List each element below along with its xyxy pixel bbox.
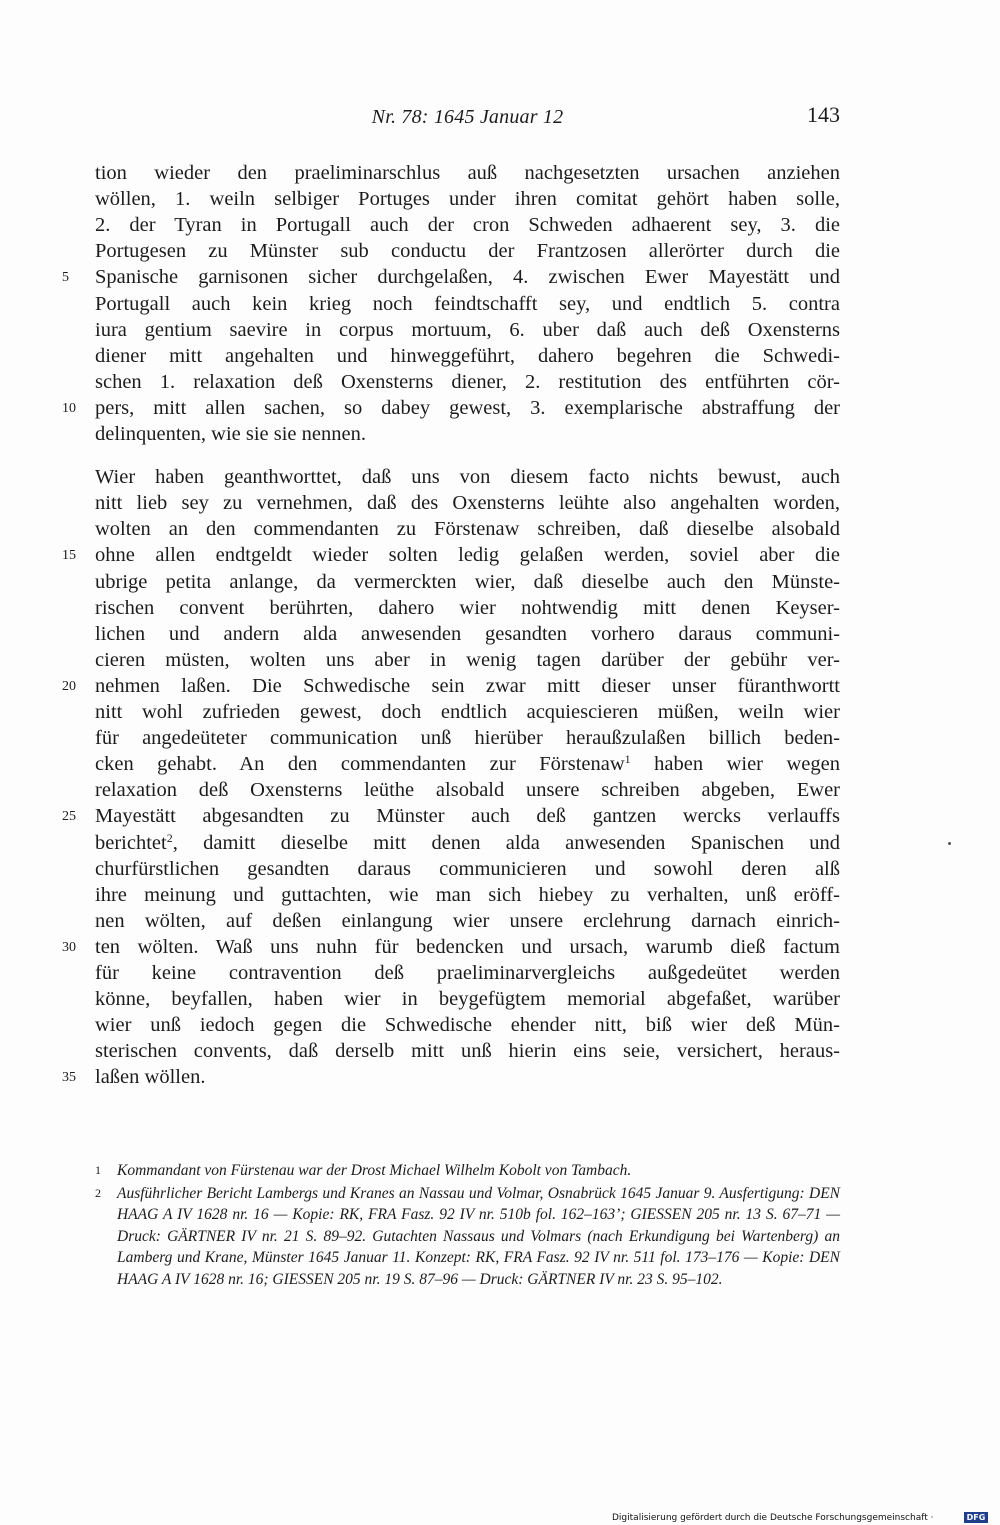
- line-text: ubrige petita anlange, da vermerckten wier, daß dieselbe auch den Münste-: [95, 570, 840, 593]
- line-text: cken gehabt. An den commendanten zur Förstenaw: [95, 753, 625, 776]
- page-header: [95, 100, 840, 134]
- scan-speck: [948, 842, 951, 845]
- footnote-mark: 1: [95, 1163, 101, 1177]
- text-line: [95, 569, 840, 595]
- text-line: [95, 882, 840, 908]
- line-text: Portugall auch kein krieg noch feindtschafft sey, und endtlich 5. contra: [95, 292, 840, 315]
- text-line: [95, 516, 840, 542]
- footnote-reference: 1: [624, 752, 631, 767]
- line-text: lichen und andern alda anwesenden gesandten vorhero daraus communi-: [95, 622, 840, 645]
- text-line: [95, 699, 840, 725]
- line-text: könne, beyfallen, haben wier in beygefügtem memorial abgefaßet, warüber: [95, 988, 840, 1011]
- line-text: relaxation deß Oxensterns leüthe alsobald unsere schreiben abgeben, Ewer: [95, 779, 840, 802]
- text-line: [95, 830, 840, 856]
- footnote-reference: 2: [166, 830, 173, 845]
- text-line: [95, 186, 840, 212]
- text-line: [95, 212, 840, 238]
- line-text: cieren müsten, wolten uns aber in wenig tagen darüber der gebühr ver-: [95, 648, 840, 671]
- line-text-continued: haben wier wegen: [630, 753, 840, 776]
- line-text: tion wieder den praeliminarschlus auß nachgesetzten ursachen anziehen: [95, 162, 840, 184]
- line-number: 30: [62, 939, 76, 955]
- text-line: [95, 542, 840, 568]
- line-text: diener mitt angehalten und hinweggeführt, dahero begehren die Schwedi-: [95, 344, 840, 367]
- text-line: [95, 960, 840, 986]
- line-text: schen 1. relaxation deß Oxensterns diener, 2. restitution des entführten cör-: [95, 370, 840, 393]
- line-text: laßen wöllen.: [95, 1066, 206, 1089]
- line-text: nitt lieb sey zu vernehmen, daß des Oxensterns leühte also angehalten worden,: [95, 492, 840, 515]
- line-text: Wier haben geanthworttet, daß uns von diesem facto nichts bewust, auch: [95, 466, 840, 489]
- line-text: iura gentium saevire in corpus mortuum, 6. uber daß auch deß Oxensterns: [95, 318, 840, 341]
- line-text: delinquenten, wie sie sie nennen.: [95, 423, 366, 445]
- line-text: nen wölten, auf deßen einlangung wier unsere erclehrung darnach einrich-: [95, 909, 840, 932]
- line-text: pers, mitt allen sachen, so dabey gewest, 3. exemplarische abstraffung der: [95, 396, 840, 419]
- text-line: [95, 421, 840, 447]
- text-line: [95, 986, 840, 1012]
- line-text: Spanische garnisonen sicher durchgelaßen, 4. zwischen Ewer Mayestätt und: [95, 266, 840, 289]
- footnote-1: [95, 1160, 840, 1182]
- running-head: Nr. 78: 1645 Januar 12: [371, 106, 564, 128]
- text-line: [95, 673, 840, 699]
- text-line: [95, 343, 840, 369]
- text-line: [95, 777, 840, 803]
- footnote-text: Ausführlicher Bericht Lambergs und Kranes an Nassau und Volmar, Osnabrück 1645 Januar 9. Ausfertigung: DEN HAAG A IV 1628 nr. 16 — Kopie: RK, FRA Fasz. 92 IV nr. 510b fol. 162–163’; GIESSEN 205 nr. 13 S. 67–71 — Druck: GÄRTNER IV nr. 21 S. 89–92. Gutachten Nassaus und Volmars (nach Erkundigung bei Wartenberg) an Lamberg und Krane, Münster 1645 Januar 11. Konzept: RK, FRA Fasz. 92 IV nr. 511 fol. 173–176 — Kopie: DEN HAAG A IV 1628 nr. 16; GIESSEN 205 nr. 19 S. 87–96 — Druck: GÄRTNER IV nr. 23 S. 95–102.: [117, 1184, 840, 1288]
- text-line: [95, 621, 840, 647]
- line-number: 5: [62, 270, 69, 286]
- text-line: [95, 464, 840, 490]
- text-line: [95, 908, 840, 934]
- line-text: Mayestätt abgesandten zu Münster auch deß gantzen wercks verlauffs: [95, 805, 840, 828]
- line-text: wier unß iedoch gegen die Schwedische ehender nitt, biß wier deß Mün-: [95, 1014, 840, 1037]
- text-line: [95, 725, 840, 751]
- line-text: wöllen, 1. weiln selbiger Portuges under ihren comitat gehört haben solle,: [95, 188, 840, 211]
- line-text: churfürstlichen gesandten daraus communicieren und sowohl deren alß: [95, 857, 840, 880]
- text-line: [95, 595, 840, 621]
- line-text: nitt wohl zufrieden gewest, doch endtlich acquiescieren müßen, weiln wier: [95, 701, 840, 723]
- line-text: Portugesen zu Münster sub conductu der Frantzosen allerörter durch die: [95, 240, 840, 263]
- line-text: ohne allen endtgeldt wieder solten ledig gelaßen werden, soviel aber die: [95, 544, 840, 567]
- line-text-continued: , damitt dieselbe mitt denen alda anwesenden Spanischen und: [172, 831, 840, 854]
- footnote-2: [95, 1183, 840, 1291]
- line-text: für angedeüteter communication unß hierüber heraußzulaßen billich beden-: [95, 727, 840, 750]
- text-line: [95, 395, 840, 421]
- line-number: 25: [62, 809, 76, 825]
- text-line: [95, 490, 840, 516]
- text-line: [95, 1038, 840, 1064]
- dfg-logo: DFG: [964, 1512, 988, 1523]
- text-line: [95, 1012, 840, 1038]
- line-number: 15: [62, 548, 76, 564]
- text-line: [95, 856, 840, 882]
- footnotes: [95, 1160, 840, 1290]
- line-text: rischen convent berührten, dahero wier nohtwendig mitt denen Keyser-: [95, 596, 840, 619]
- text-line: [95, 160, 840, 186]
- text-line: [95, 238, 840, 264]
- text-line: [95, 751, 840, 777]
- text-line: [95, 291, 840, 317]
- page-number: 143: [807, 102, 840, 127]
- line-text: berichtet: [95, 831, 167, 854]
- text-line: [95, 369, 840, 395]
- footnote-text: Kommandant von Fürstenau war der Drost Michael Wilhelm Kobolt von Tambach.: [117, 1162, 632, 1179]
- digitization-credit: Digitalisierung gefördert durch die Deutsche Forschungsgemeinschaft ·: [612, 1513, 934, 1523]
- line-text: ihre meinung und guttachten, wie man sich hiebey zu verhalten, unß eröff-: [95, 883, 840, 906]
- text-line: [95, 803, 840, 829]
- text-line: [95, 317, 840, 343]
- line-number: 35: [62, 1070, 76, 1086]
- line-text: für keine contravention deß praeliminarvergleichs außgedeütet werden: [95, 962, 840, 984]
- text-line: [95, 647, 840, 673]
- text-line: [95, 264, 840, 290]
- text-line: [95, 934, 840, 960]
- line-text: 2. der Tyran in Portugall auch der cron Schweden adhaerent sey, 3. die: [95, 214, 840, 237]
- line-text: wolten an den commendanten zu Förstenaw schreiben, daß dieselbe alsobald: [95, 518, 840, 541]
- text-line: [95, 1064, 840, 1090]
- line-number: 10: [62, 400, 76, 416]
- line-text: ten wölten. Waß uns nuhn für bedencken und ursach, warumb dieß factum: [95, 935, 840, 958]
- footnote-mark: 2: [95, 1185, 101, 1200]
- line-text: nehmen laßen. Die Schwedische sein zwar mitt dieser unser füranthwortt: [95, 674, 840, 697]
- line-number: 20: [62, 678, 76, 694]
- line-text: sterischen convents, daß derselb mitt unß hierin eins seie, versichert, heraus-: [95, 1040, 840, 1063]
